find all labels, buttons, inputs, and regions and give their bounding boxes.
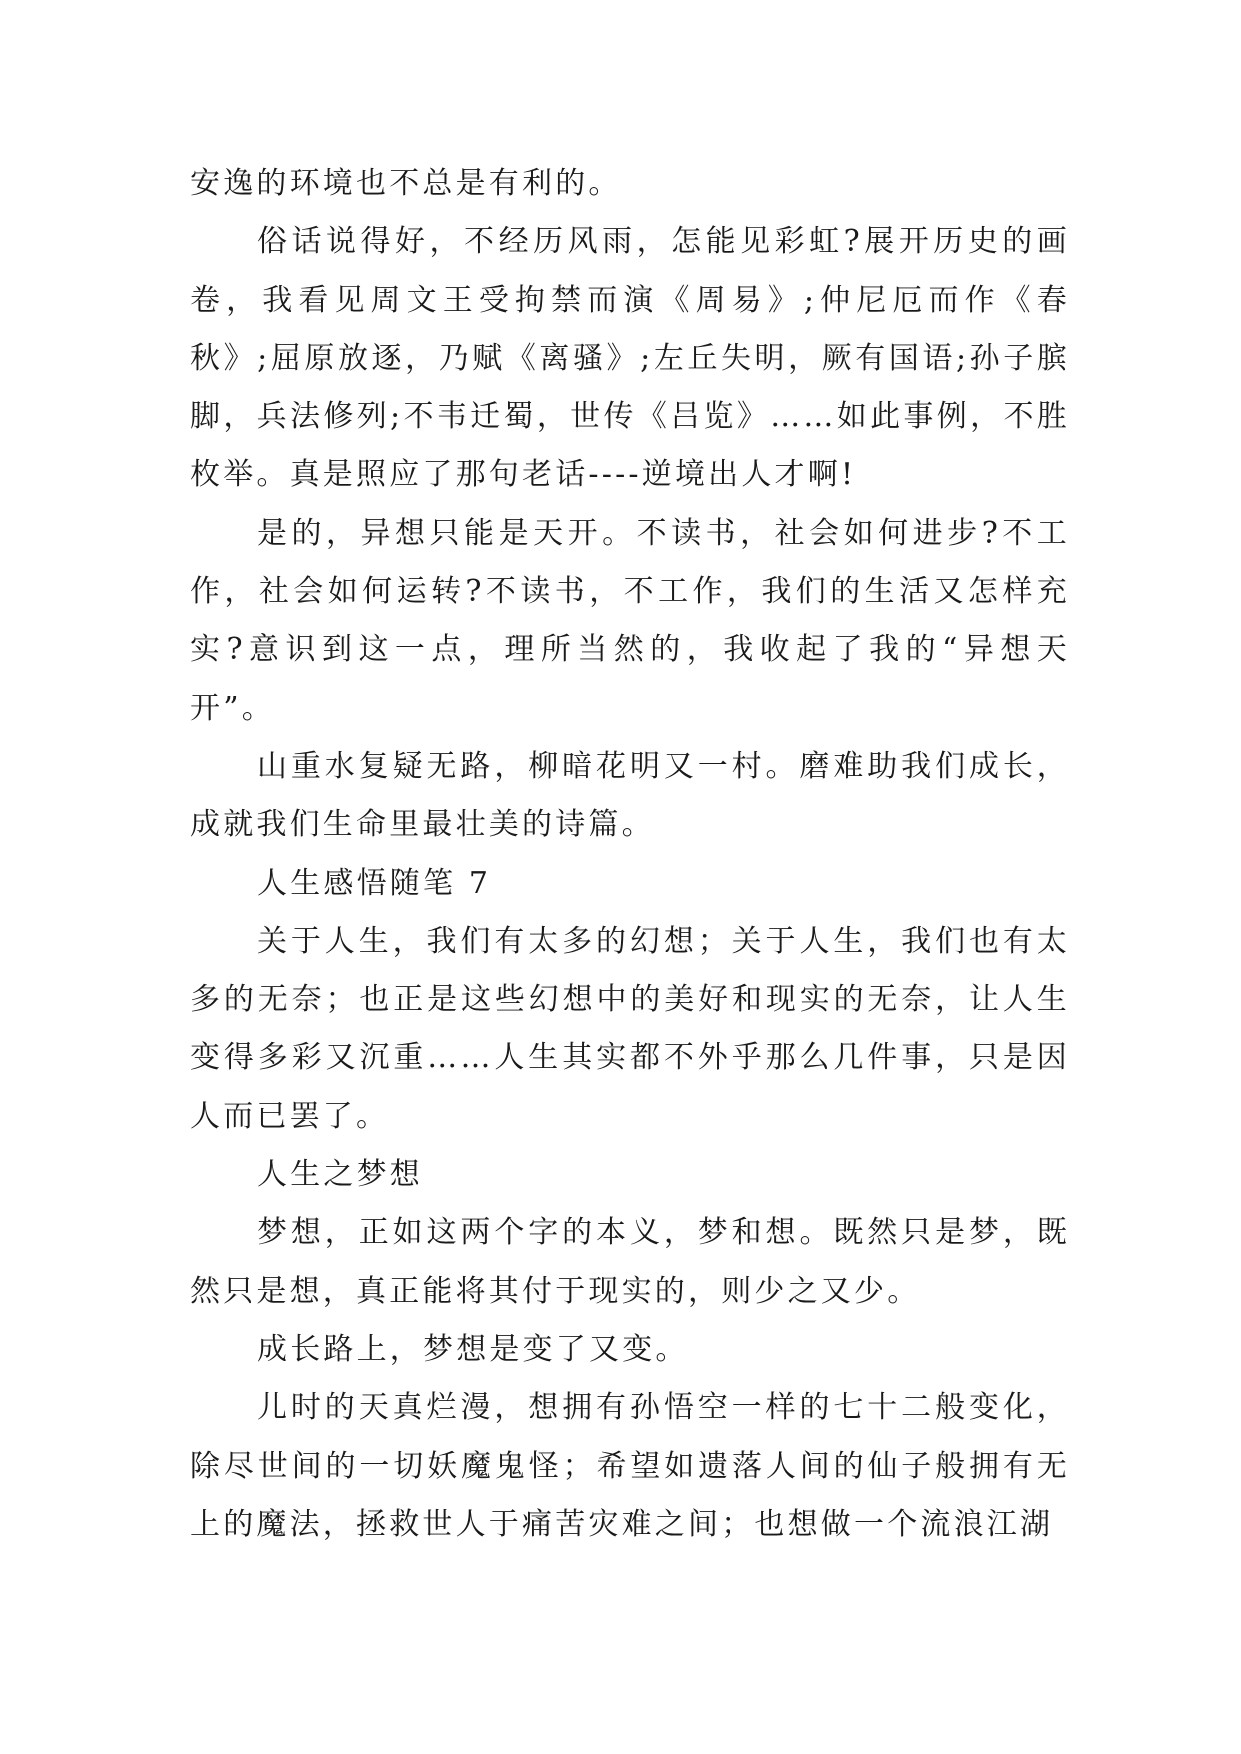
subsection-heading-dream: 人生之梦想	[257, 1157, 423, 1193]
paragraph-7: 成长路上，梦想是变了又变。	[257, 1331, 689, 1367]
paragraph-5: 关于人生，我们有太多的幻想；关于人生，我们也有太多的无奈；也正是这些幻想中的美好和现实的无奈，让人生变得多彩又沉重……人生其实都不外乎那么几件事，只是因人而已罢了。	[190, 923, 1070, 1134]
paragraph-1: 安逸的环境也不总是有利的。	[190, 166, 622, 201]
paragraph-3: 是的，异想只能是天开。不读书，社会如何进步?不工作，社会如何运转?不读书，不工作，我们的生活又怎样充实?意识到这一点，理所当然的，我收起了我的“异想天开”。	[190, 515, 1070, 726]
section-heading-7: 人生感悟随笔 7	[257, 865, 492, 901]
document-body	[190, 155, 1070, 1554]
paragraph-8: 儿时的天真烂漫，想拥有孙悟空一样的七十二般变化，除尽世间的一切妖魔鬼怪；希望如遗落人间的仙子般拥有无上的魔法，拯救世人于痛苦灾难之间；也想做一个流浪江湖	[190, 1390, 1070, 1542]
paragraph-4: 山重水复疑无路，柳暗花明又一村。磨难助我们成长，成就我们生命里最壮美的诗篇。	[190, 748, 1070, 843]
paragraph-6: 梦想，正如这两个字的本义，梦和想。既然只是梦，既然只是想，真正能将其付于现实的，则少之又少。	[190, 1215, 1070, 1309]
paragraph-2: 俗话说得好，不经历风雨，怎能见彩虹?展开历史的画卷，我看见周文王受拘禁而演《周易》;仲尼厄而作《春秋》;屈原放逐，乃赋《离骚》;左丘失明，厥有国语;孙子膑脚，兵法修列;不韦迁蜀，世传《吕览》……如此事例，不胜枚举。真是照应了那句老话----逆境出人才啊!	[190, 224, 1070, 493]
